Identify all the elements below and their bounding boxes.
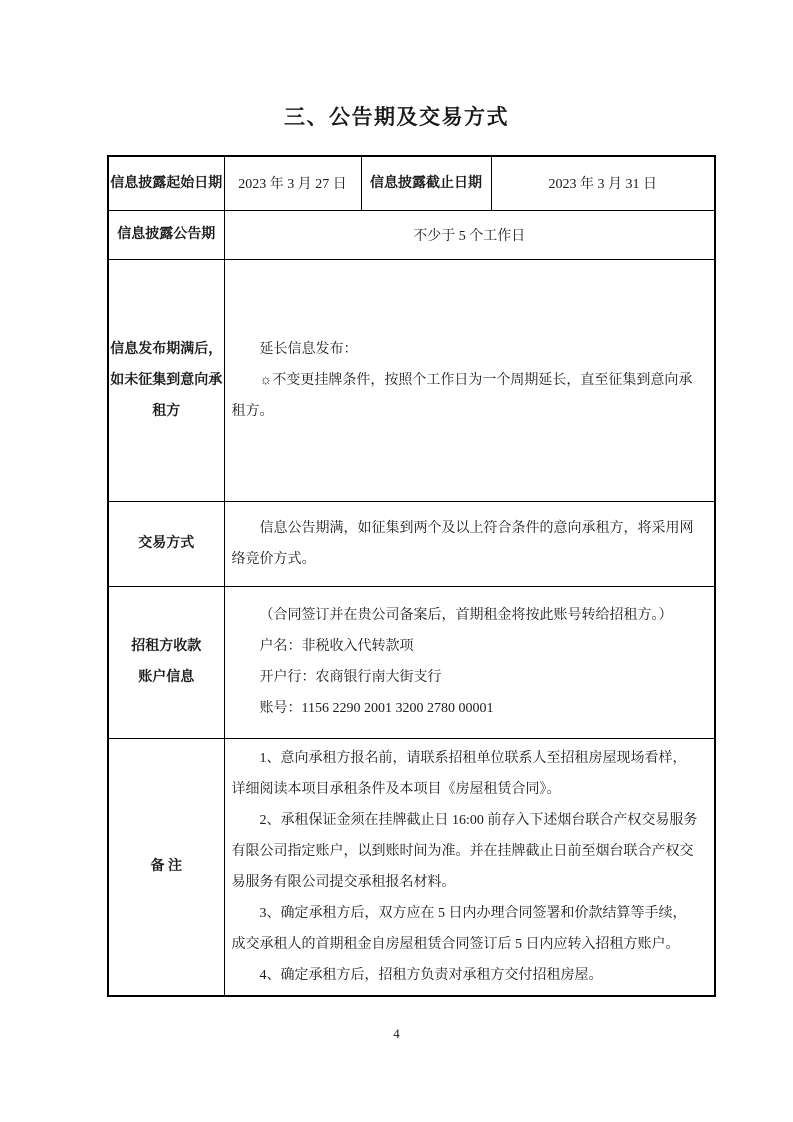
row-trade-method [108,501,715,586]
remark-content [224,738,715,996]
trade-method-label: 交易方式 [108,501,224,586]
extension-label-line: 信息发布期满后， [110,341,223,357]
account-number: 账号：1156 2290 2001 3200 2780 00001 [259,701,494,716]
extension-content [224,259,715,501]
extension-label [108,259,224,501]
account-holder-name: 户名：非税收入代转款项 [259,639,414,654]
remark-paragraph: 3、确定承租方后，双方应在 5 日内办理合同签署和价款结算等手续，成交承租人的首期租金自房屋租赁合同签订后 5 日内应转入招租方账户。 [231,905,687,952]
account-bank: 开户行：农商银行南大街支行 [259,670,442,685]
remark-paragraph: 2、承租保证金须在挂牌截止日 16:00 前存入下述烟台联合产权交易服务有限公司指定账户，以到账时间为准。并在挂牌截止日前至烟台联合产权交易服务有限公司提交承租报名材料。 [231,812,698,890]
account-label-line: 账户信息 [138,670,195,685]
announce-period-label: 信息披露公告期 [108,210,224,259]
extension-label-line: 如未征集到意向承 [110,372,223,388]
account-content [224,586,715,738]
account-label [108,586,224,738]
extension-paragraph: 延长信息发布： [259,341,358,357]
trade-method-content [224,501,715,586]
remark-label: 备 注 [108,738,224,996]
row-account-info [108,586,715,738]
remark-paragraph: 1、意向承租方报名前，请联系招租单位联系人至招租房屋现场看样，详细阅读本项目承租条件及本项目《房屋租赁合同》。 [231,750,687,797]
page-title: 三、公告期及交易方式 [284,105,509,129]
trade-method-paragraph: 信息公告期满，如征集到两个及以上符合条件的意向承租方，将采用网络竞价方式。 [231,520,694,567]
disclosure-end-value: 2023 年 3 月 31 日 [491,156,715,210]
row-disclosure-dates [108,156,715,210]
row-announce-period [108,210,715,259]
account-note: （合同签订并在贵公司备案后，首期租金将按此账号转给招租方。） [259,608,673,623]
remark-paragraph: 4、确定承租方后，招租方负责对承租方交付招租房屋。 [259,967,603,983]
row-extension [108,259,715,501]
disclosure-start-value: 2023 年 3 月 27 日 [224,156,361,210]
account-label-line: 招租方收款 [131,639,202,654]
disclosure-end-label: 信息披露截止日期 [361,156,491,210]
page-number: 4 [393,1026,400,1041]
row-remark [108,738,715,996]
announce-period-value: 不少于 5 个工作日 [224,210,715,259]
disclosure-start-label: 信息披露起始日期 [108,156,224,210]
extension-label-line: 租方 [152,403,181,419]
announcement-table [107,155,716,997]
extension-paragraph: ☼不变更挂牌条件，按照个工作日为一个周期延长，直至征集到意向承租方。 [231,372,693,419]
